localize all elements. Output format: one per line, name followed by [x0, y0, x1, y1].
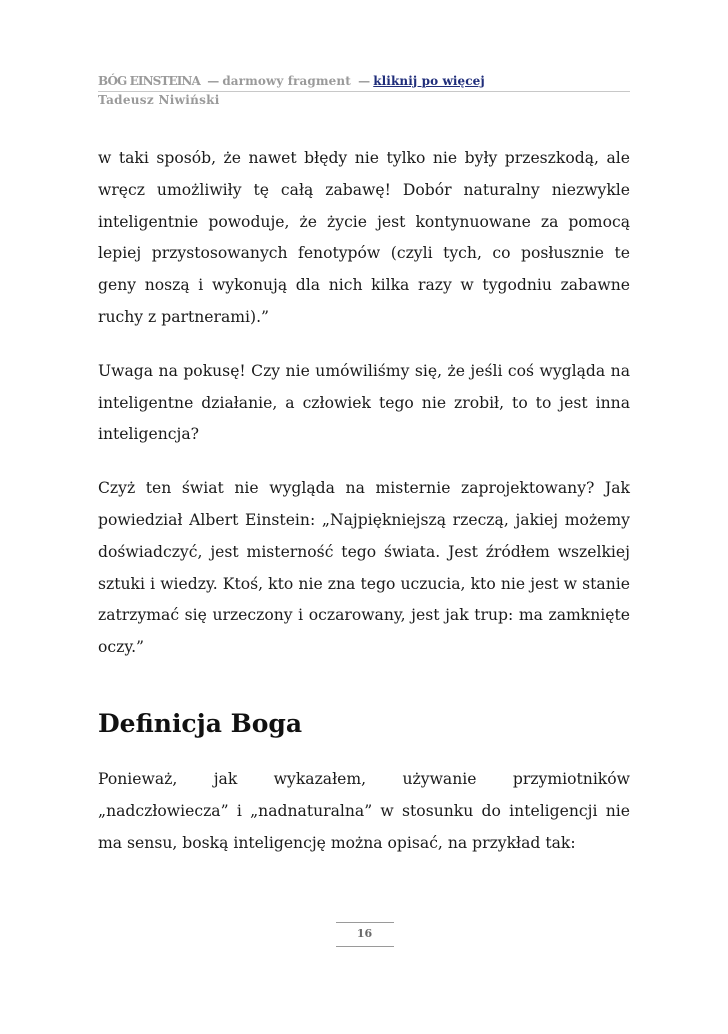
- page-number: 16: [336, 922, 394, 947]
- paragraph-3: Czyż ten świat nie wygląda na misternie zaprojektowany? Jak powiedział Albert Einstein: „Najpiękniejszą rzeczą, jakiej możemy doświadczyć, jest misterność tego świata. Jest źródłem wszelkiej sztuki i wiedzy. Ktoś, kto nie zna tego uczucia, kto nie jest w stanie zatrzymać się urzeczony i oczarowany, jest jak trup: ma zamknięte oczy.”: [98, 479, 630, 657]
- page-content: [98, 143, 630, 881]
- paragraph-2: Uwaga na pokusę! Czy nie umówiliśmy się, że jeśli coś wygląda na inteligentne działanie, a człowiek tego nie zrobił, to to jest inna inteligencja?: [98, 361, 630, 444]
- section-heading: Definicja Boga: [98, 708, 303, 738]
- more-link[interactable]: kliknij po więcej: [373, 74, 485, 88]
- book-title: BÓG EINSTEINA: [98, 74, 200, 88]
- header-separator: —: [207, 74, 220, 88]
- header-separator-2: —: [358, 74, 371, 88]
- page-header: [98, 72, 630, 110]
- header-title-line: [98, 72, 630, 91]
- page-footer: [0, 922, 728, 947]
- author-name: Tadeusz Niwiński: [98, 93, 220, 107]
- section-paragraph-1: Ponieważ, jak wykazałem, używanie przymiotników „nadczłowiecza” i „nadnaturalna” w stosunku do inteligencji nie ma sensu, boską inteligencję można opisać, na przykład tak:: [98, 769, 630, 852]
- paragraph-1: w taki sposób, że nawet błędy nie tylko nie były przeszkodą, ale wręcz umożliwiły tę całą zabawę! Dobór naturalny niezwykle inteligentnie powoduje, że życie jest kontynuowane za pomocą lepiej przystosowanych fenotypów (czyli tych, co posłusznie te geny noszą i wykonują dla nich kilka razy w tygodniu zabawne ruchy z partnerami).”: [98, 149, 630, 326]
- header-divider: [98, 91, 630, 92]
- fragment-label: darmowy fragment: [222, 74, 351, 88]
